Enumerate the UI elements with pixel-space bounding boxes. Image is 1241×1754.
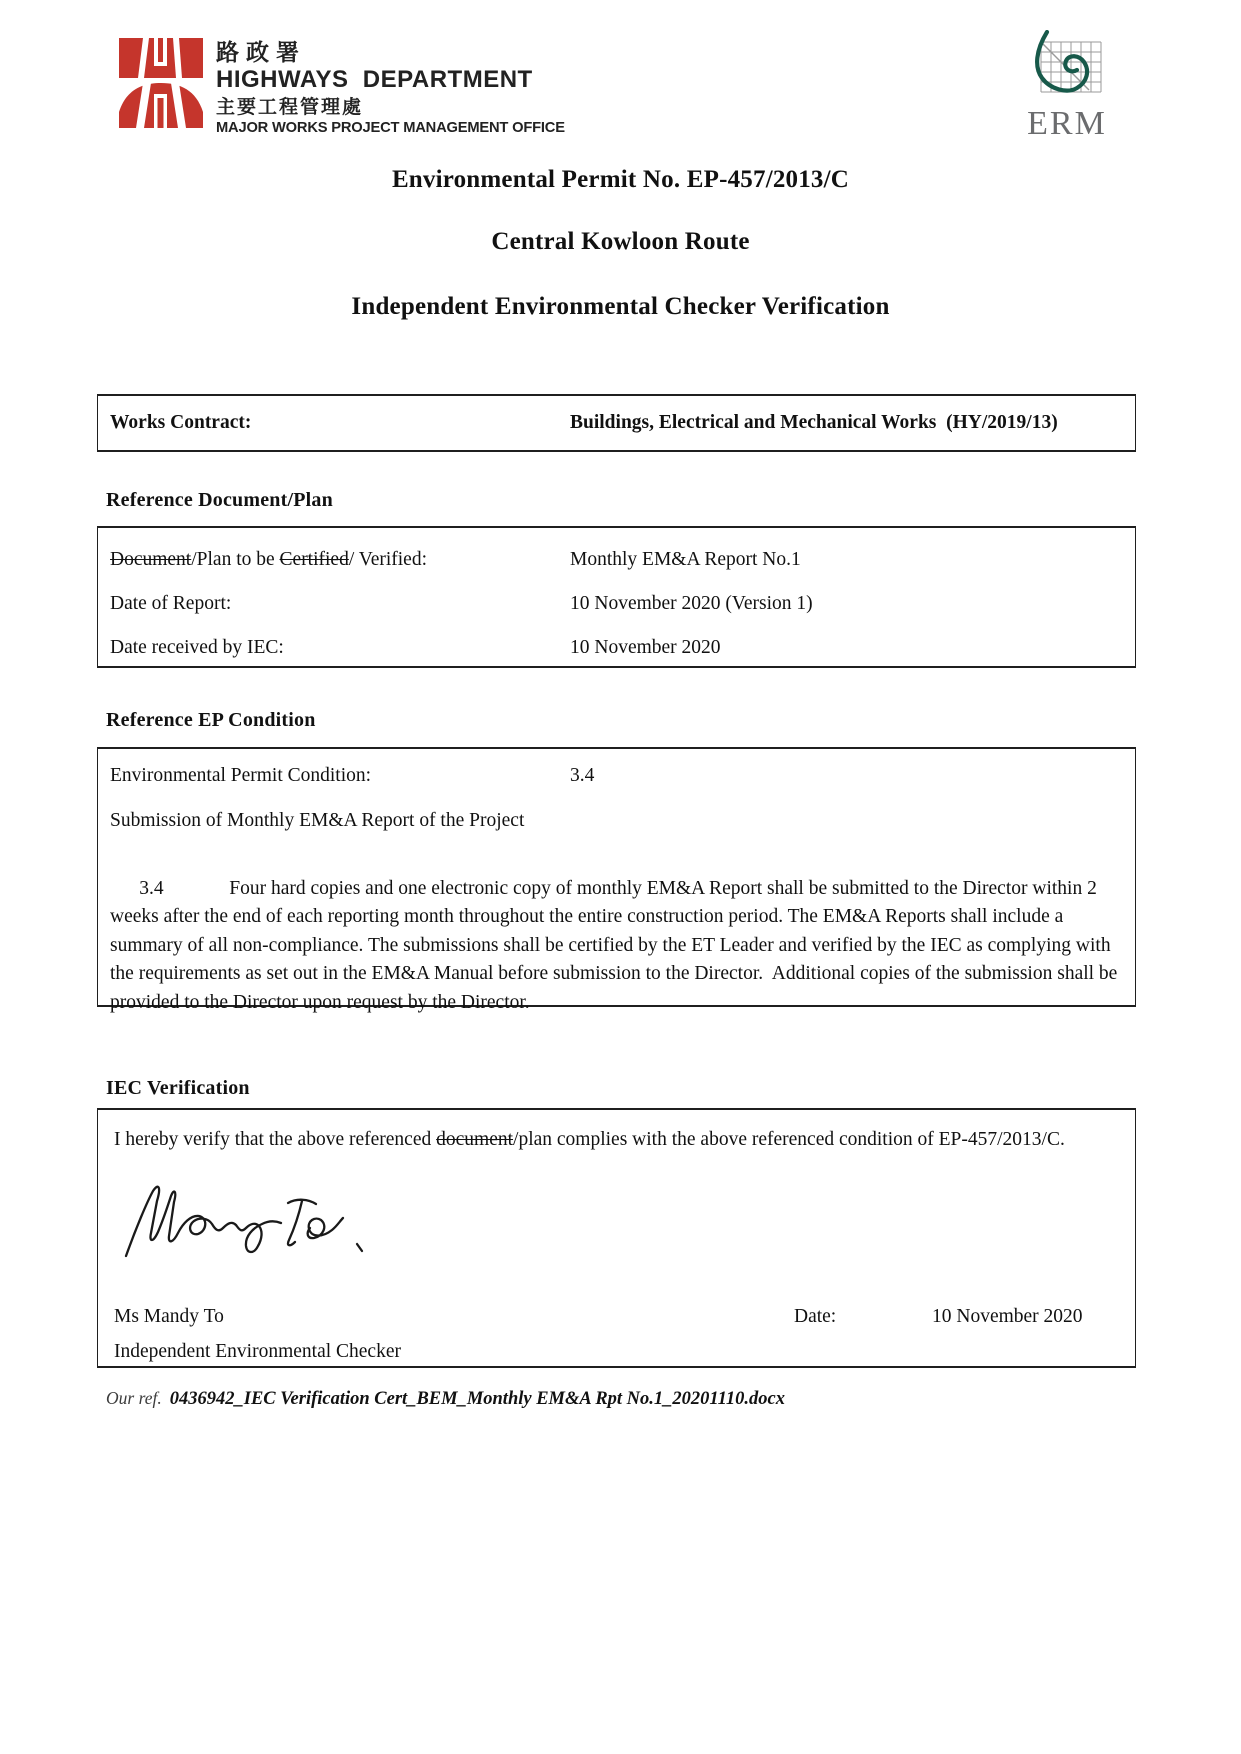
ep-condition-value: 3.4 <box>570 765 595 786</box>
reference-document-heading: Reference Document/Plan <box>106 489 333 511</box>
ep-condition-label: Environmental Permit Condition: <box>110 765 372 786</box>
highways-department-logo-icon <box>115 38 207 130</box>
hyd-english-office: MAJOR WORKS PROJECT MANAGEMENT OFFICE <box>216 118 565 136</box>
document-plan-value: Monthly EM&A Report No.1 <box>570 549 801 570</box>
clause-text: Four hard copies and one electronic copy of monthly EM&A Report shall be submitted to the Director within 2 weeks after the end of each reporting month throughout the entire construction period. The EM&A Reports shall include a summary of all non-compliance. The submissions shall be certified by the ET Leader and verified by the IEC as complying with the requirements as set out in the EM&A Manual before submission to the Director. Additional copies of the submission shall be provided to the Director upon request by the Director. <box>110 877 1123 1013</box>
permit-number-title: Environmental Permit No. EP-457/2013/C <box>391 166 850 193</box>
date-value: 10 November 2020 <box>932 1306 1083 1327</box>
document-plan-label: Document/Plan to be Certified/ Verified: <box>110 549 428 570</box>
signature-handwriting <box>120 1176 365 1276</box>
our-ref-filename: 0436942_IEC Verification Cert_BEM_Monthly EM&A Rpt No.1_20201110.docx <box>169 1389 785 1409</box>
document-plan-row <box>110 538 1123 582</box>
date-of-report-label: Date of Report: <box>110 593 232 614</box>
signatory-name: Ms Mandy To <box>114 1306 224 1327</box>
highways-department-wordmark <box>216 40 572 137</box>
erm-wordmark: ERM <box>1027 105 1107 142</box>
date-received-row <box>110 626 1123 670</box>
hyd-chinese-name: 路政署 <box>216 39 306 65</box>
works-contract-value: Buildings, Electrical and Mechanical Works (HY/2019/13) <box>570 412 1058 433</box>
erm-logo <box>1012 30 1122 141</box>
signatory-title: Independent Environmental Checker <box>114 1341 401 1362</box>
our-ref-line <box>106 1388 785 1410</box>
date-of-report-row <box>110 582 1123 626</box>
ep-condition-subject: Submission of Monthly EM&A Report of the Project <box>110 810 525 831</box>
date-received-value: 10 November 2020 <box>570 637 721 658</box>
date-of-report-value: 10 November 2020 (Version 1) <box>570 593 813 614</box>
works-contract-label: Works Contract: <box>110 412 252 433</box>
iec-verification-box <box>97 1108 1136 1368</box>
ep-condition-clause <box>110 846 1123 1046</box>
reference-ep-heading: Reference EP Condition <box>106 709 316 731</box>
ep-condition-row <box>110 764 1123 788</box>
date-label: Date: <box>794 1306 837 1327</box>
works-contract-row <box>98 396 1135 450</box>
clause-number: 3.4 <box>139 877 164 899</box>
reference-ep-table <box>97 747 1136 1013</box>
reference-document-table <box>97 526 1136 668</box>
iec-verification-heading: IEC Verification <box>106 1077 250 1099</box>
document-type-title: Independent Environmental Checker Verification <box>351 293 890 320</box>
erm-fern-grid-icon <box>1023 30 1111 106</box>
project-title: Central Kowloon Route <box>491 228 750 255</box>
verification-statement: I hereby verify that the above referenced document/plan complies with the above referenced condition of EP-457/2013/C. <box>114 1129 1065 1150</box>
signatory-row <box>114 1306 1114 1328</box>
our-ref-label: Our ref. <box>106 1388 162 1408</box>
hyd-english-name: HIGHWAYS DEPARTMENT <box>216 65 533 93</box>
works-contract-table <box>97 394 1136 452</box>
hyd-chinese-office: 主要工程管理處 <box>216 96 364 118</box>
date-received-label: Date received by IEC: <box>110 637 284 658</box>
